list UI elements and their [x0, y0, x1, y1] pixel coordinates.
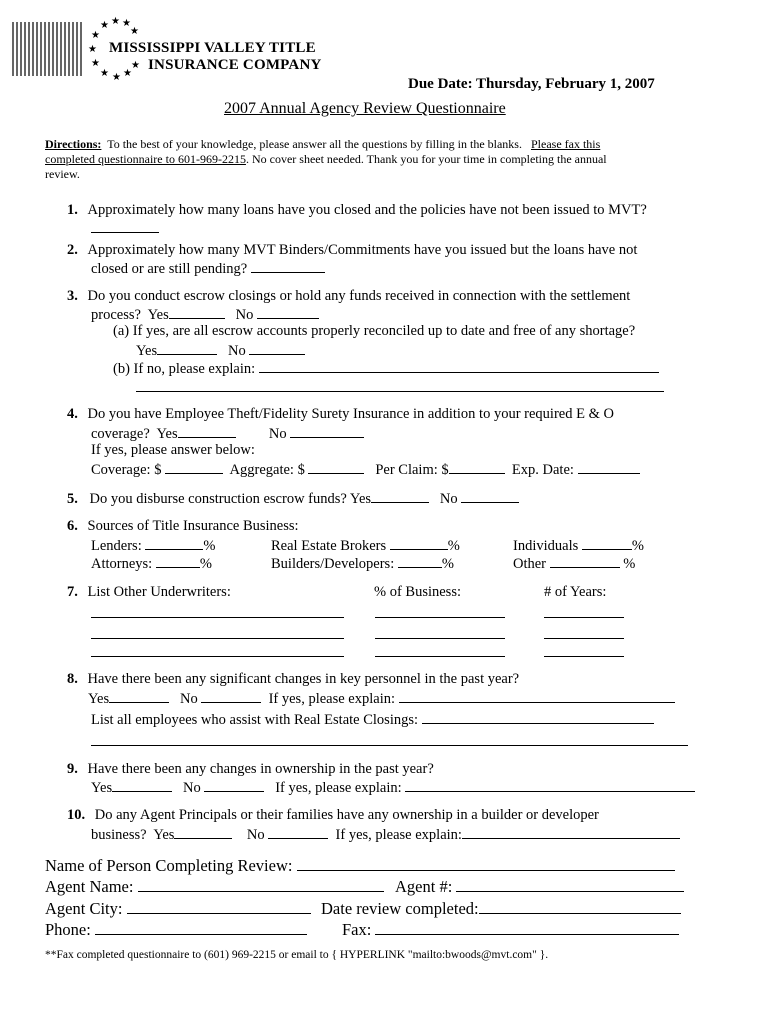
q1-answer-field[interactable] — [91, 232, 159, 233]
question-number: 7. — [67, 584, 78, 600]
question-number: 5. — [67, 491, 78, 507]
directions-text: To the best of your knowledge, please answer all the questions by filling in the blanks. — [107, 137, 522, 151]
fax-field[interactable] — [375, 919, 679, 935]
q10-no-field[interactable] — [268, 825, 328, 839]
footnote: **Fax completed questionnaire to (601) 969-2215 or email to { HYPERLINK "mailto:bwoods@mvt.com" }. — [45, 949, 549, 961]
fax-link-part1[interactable]: Please fax this — [530, 137, 601, 151]
no-label: No — [227, 343, 246, 359]
q8-explain-field[interactable] — [399, 689, 675, 703]
svg-text:★: ★ — [91, 30, 100, 41]
coverage-field[interactable] — [165, 460, 223, 474]
svg-text:★: ★ — [100, 20, 109, 31]
question-number: 8. — [67, 671, 78, 687]
yes-label: Yes — [349, 491, 372, 507]
question-text: Approximately how many loans have you closed and the policies have not been issued to MVT? — [87, 202, 647, 218]
question-9 — [67, 761, 434, 778]
svg-text:★: ★ — [91, 58, 100, 69]
q3-no-field[interactable] — [257, 305, 319, 319]
yes-label: Yes — [136, 343, 158, 359]
pct-business-field[interactable] — [375, 617, 505, 618]
no-label: No — [439, 491, 458, 507]
phone-field[interactable] — [95, 919, 307, 935]
company-name-line1: MISSISSIPPI VALLEY TITLE — [109, 40, 316, 56]
question-text: Do you disburse construction escrow funds? — [89, 491, 347, 507]
svg-text:★: ★ — [111, 16, 120, 27]
yes-label: Yes — [153, 827, 175, 843]
q3a-text: (a) If yes, are all escrow accounts properly reconciled up to date and free of any shortage? — [113, 323, 636, 339]
question-number: 9. — [67, 761, 78, 777]
builders-field[interactable] — [398, 554, 442, 568]
label: business? — [91, 827, 147, 843]
yes-label: Yes — [88, 691, 110, 707]
q3a-yes-field[interactable] — [157, 341, 217, 355]
percent-sign: % — [623, 556, 636, 572]
pct-business-field[interactable] — [375, 638, 505, 639]
aggregate-field[interactable] — [308, 460, 364, 474]
question-number: 2. — [67, 242, 78, 258]
company-logo — [10, 14, 322, 82]
q3a-no-field[interactable] — [249, 341, 305, 355]
yes-label: Yes — [91, 780, 113, 796]
q5-no-field[interactable] — [461, 489, 519, 503]
other-label: Other — [513, 556, 547, 572]
question-text: Do you conduct escrow closings or hold any funds received in connection with the settlement — [87, 288, 631, 304]
question-text: List Other Underwriters: — [87, 584, 231, 600]
q8-yes-field[interactable] — [109, 689, 169, 703]
explain-label: If yes, please explain: — [268, 691, 396, 707]
barcode-stripes-graphic — [10, 14, 90, 80]
percent-sign: % — [631, 538, 644, 554]
no-label: No — [179, 691, 198, 707]
date-completed-field[interactable] — [479, 898, 681, 914]
pct-business-field[interactable] — [375, 656, 505, 657]
question-2 — [67, 242, 637, 259]
q9-explain-field[interactable] — [405, 778, 695, 792]
company-name-line2: INSURANCE COMPANY — [148, 57, 322, 73]
q8-no-field[interactable] — [201, 689, 261, 703]
q2-answer-field[interactable] — [251, 259, 325, 273]
employees-field[interactable] — [422, 710, 654, 724]
q9-no-field[interactable] — [204, 778, 264, 792]
svg-text:★: ★ — [122, 18, 131, 29]
no-label: No — [235, 307, 254, 323]
lenders-label: Lenders: — [91, 538, 142, 554]
individuals-label: Individuals — [513, 538, 579, 554]
agent-name-label: Agent Name: — [45, 877, 134, 896]
yes-label: Yes — [147, 307, 169, 323]
q4-if-yes: If yes, please answer below: — [91, 442, 255, 458]
years-field[interactable] — [544, 656, 624, 657]
real-estate-field[interactable] — [390, 536, 448, 550]
question-text: Have there been any changes in ownership in the past year? — [87, 761, 434, 777]
no-label: No — [182, 780, 201, 796]
fax-link-part2[interactable]: completed questionnaire to 601-969-2215 — [45, 152, 246, 166]
q3-yes-field[interactable] — [169, 305, 225, 319]
date-completed-label: Date review completed: — [321, 899, 479, 918]
q5-yes-field[interactable] — [371, 489, 429, 503]
lenders-field[interactable] — [145, 536, 203, 550]
underwriter-field[interactable] — [91, 617, 344, 618]
svg-text:★: ★ — [112, 72, 121, 82]
attorneys-label: Attorneys: — [91, 556, 153, 572]
explain-label: If yes, please explain: — [275, 780, 402, 796]
svg-text:★: ★ — [130, 26, 139, 37]
svg-text:★: ★ — [88, 44, 97, 55]
percent-sign: % — [447, 538, 460, 554]
directions-label: Directions: — [45, 137, 102, 151]
question-8 — [67, 671, 519, 688]
question-number: 6. — [67, 518, 78, 534]
question-4 — [67, 406, 614, 423]
years-field[interactable] — [544, 638, 624, 639]
explain-label: If yes, please explain: — [335, 827, 462, 843]
agent-name-field[interactable] — [138, 876, 384, 892]
question-3 — [67, 288, 630, 305]
question-1 — [67, 202, 647, 219]
individuals-field[interactable] — [582, 536, 632, 550]
per-claim-label: Per Claim: $ — [375, 462, 449, 478]
q4-yes-field[interactable] — [178, 424, 236, 438]
other-field[interactable] — [550, 554, 620, 568]
phone-label: Phone: — [45, 920, 91, 939]
question-text: Do you have Employee Theft/Fidelity Surety Insurance in addition to your required E & O — [87, 406, 614, 422]
exp-date-field[interactable] — [578, 460, 640, 474]
question-number: 1. — [67, 202, 78, 218]
percent-sign: % — [199, 556, 212, 572]
question-text: Sources of Title Insurance Business: — [87, 518, 299, 534]
q4-no-field[interactable] — [290, 424, 364, 438]
q10-explain-field[interactable] — [462, 825, 680, 839]
due-date: Due Date: Thursday, February 1, 2007 — [408, 76, 655, 92]
pct-business-header: % of Business: — [374, 584, 461, 600]
question-7 — [67, 584, 231, 601]
agent-num-label: Agent #: — [395, 877, 453, 896]
aggregate-label: Aggregate: $ — [229, 462, 305, 478]
per-claim-field[interactable] — [449, 460, 505, 474]
question-number: 10. — [67, 807, 86, 823]
underwriter-field[interactable] — [91, 656, 344, 657]
employees-field-2[interactable] — [91, 745, 688, 746]
question-number: 4. — [67, 406, 78, 422]
real-estate-label: Real Estate Brokers — [271, 538, 387, 554]
question-number: 3. — [67, 288, 78, 304]
no-label: No — [268, 426, 287, 442]
question-5 — [67, 489, 519, 508]
percent-sign: % — [441, 556, 454, 572]
agent-city-field[interactable] — [127, 898, 311, 914]
fax-label: Fax: — [342, 920, 372, 939]
years-header: # of Years: — [544, 584, 607, 600]
directions-text-3: review. — [45, 167, 80, 181]
question-text: Do any Agent Principals or their families have any ownership in a builder or developer — [94, 807, 599, 823]
label: coverage? — [91, 426, 150, 442]
exp-date-label: Exp. Date: — [511, 462, 574, 478]
q3b-explain-field[interactable] — [259, 359, 659, 373]
q10-yes-field[interactable] — [174, 825, 232, 839]
question-text-cont: closed or are still pending? — [91, 261, 248, 277]
underwriter-field[interactable] — [91, 638, 344, 639]
no-label: No — [246, 827, 265, 843]
agent-num-field[interactable] — [456, 876, 684, 892]
svg-text:★: ★ — [123, 68, 132, 79]
svg-text:★: ★ — [131, 60, 140, 71]
label: process? — [91, 307, 141, 323]
name-field[interactable] — [297, 855, 675, 871]
percent-sign: % — [203, 538, 216, 554]
question-text: Approximately how many MVT Binders/Commitments have you issued but the loans have not — [87, 242, 638, 258]
agent-city-label: Agent City: — [45, 899, 123, 918]
q9-yes-field[interactable] — [112, 778, 172, 792]
directions-text-2: . No cover sheet needed. Thank you for your time in completing the annual — [245, 152, 607, 166]
attorneys-field[interactable] — [156, 554, 200, 568]
coverage-label: Coverage: $ — [91, 462, 162, 478]
list-employees-label: List all employees who assist with Real Estate Closings: — [91, 712, 419, 728]
name-label: Name of Person Completing Review: — [45, 856, 293, 875]
q3b-explain-field-2[interactable] — [136, 391, 664, 392]
question-10 — [67, 807, 599, 824]
directions-block — [45, 137, 607, 182]
q3b-label: (b) If no, please explain: — [113, 361, 256, 377]
question-text: Have there been any significant changes in key personnel in the past year? — [87, 671, 520, 687]
question-6 — [67, 518, 299, 535]
builders-label: Builders/Developers: — [271, 556, 395, 572]
page-title: 2007 Annual Agency Review Questionnaire — [224, 100, 506, 117]
yes-label: Yes — [156, 426, 178, 442]
svg-text:★: ★ — [100, 68, 109, 79]
years-field[interactable] — [544, 617, 624, 618]
